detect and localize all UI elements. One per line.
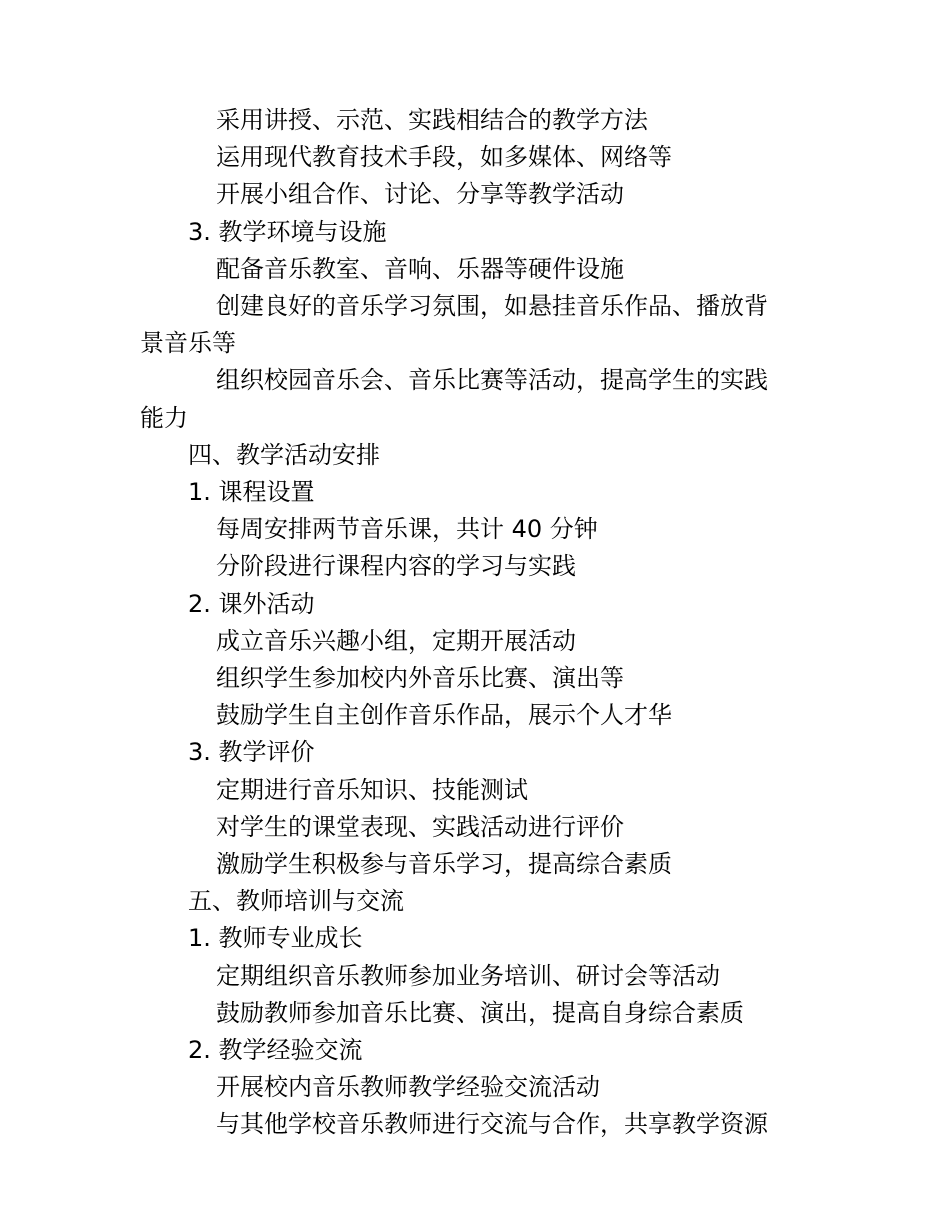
list-item: 对学生的课堂表现、实践活动进行评价	[216, 812, 624, 841]
list-item: 分阶段进行课程内容的学习与实践	[216, 552, 576, 581]
list-item: 组织学生参加校内外音乐比赛、演出等	[216, 664, 624, 693]
list-item: 鼓励学生自主创作音乐作品，展示个人才华	[216, 701, 672, 730]
list-item: 组织校园音乐会、音乐比赛等活动，提高学生的实践能力	[140, 366, 768, 432]
list-item: 鼓励教师参加音乐比赛、演出，提高自身综合素质	[216, 998, 744, 1027]
list-item: 创建良好的音乐学习氛围，如悬挂音乐作品、播放背景音乐等	[140, 292, 768, 358]
subsection-heading: 2. 课外活动	[188, 589, 315, 618]
list-item: 运用现代教育技术手段，如多媒体、网络等	[216, 143, 672, 172]
list-item: 采用讲授、示范、实践相结合的教学方法	[216, 106, 648, 134]
document-body	[140, 102, 790, 1144]
list-item: 开展校内音乐教师教学经验交流活动	[216, 1073, 600, 1102]
list-item: 开展小组合作、讨论、分享等教学活动	[216, 180, 624, 209]
list-item: 每周安排两节音乐课，共计 40 分钟	[216, 515, 598, 544]
subsection-heading: 3. 教学环境与设施	[188, 217, 387, 246]
list-item: 定期进行音乐知识、技能测试	[216, 775, 528, 804]
subsection-heading: 2. 教学经验交流	[188, 1036, 363, 1065]
list-item: 成立音乐兴趣小组，定期开展活动	[216, 626, 576, 655]
subsection-heading: 1. 课程设置	[188, 478, 315, 507]
subsection-heading: 3. 教学评价	[188, 738, 315, 767]
list-item: 定期组织音乐教师参加业务培训、研讨会等活动	[216, 961, 720, 990]
list-item: 与其他学校音乐教师进行交流与合作，共享教学资源	[216, 1110, 768, 1139]
subsection-heading: 1. 教师专业成长	[188, 924, 363, 953]
section-heading: 五、教师培训与交流	[188, 887, 404, 916]
section-heading: 四、教学活动安排	[188, 440, 380, 469]
list-item: 配备音乐教室、音响、乐器等硬件设施	[216, 254, 624, 283]
list-item: 激励学生积极参与音乐学习，提高综合素质	[216, 850, 672, 879]
